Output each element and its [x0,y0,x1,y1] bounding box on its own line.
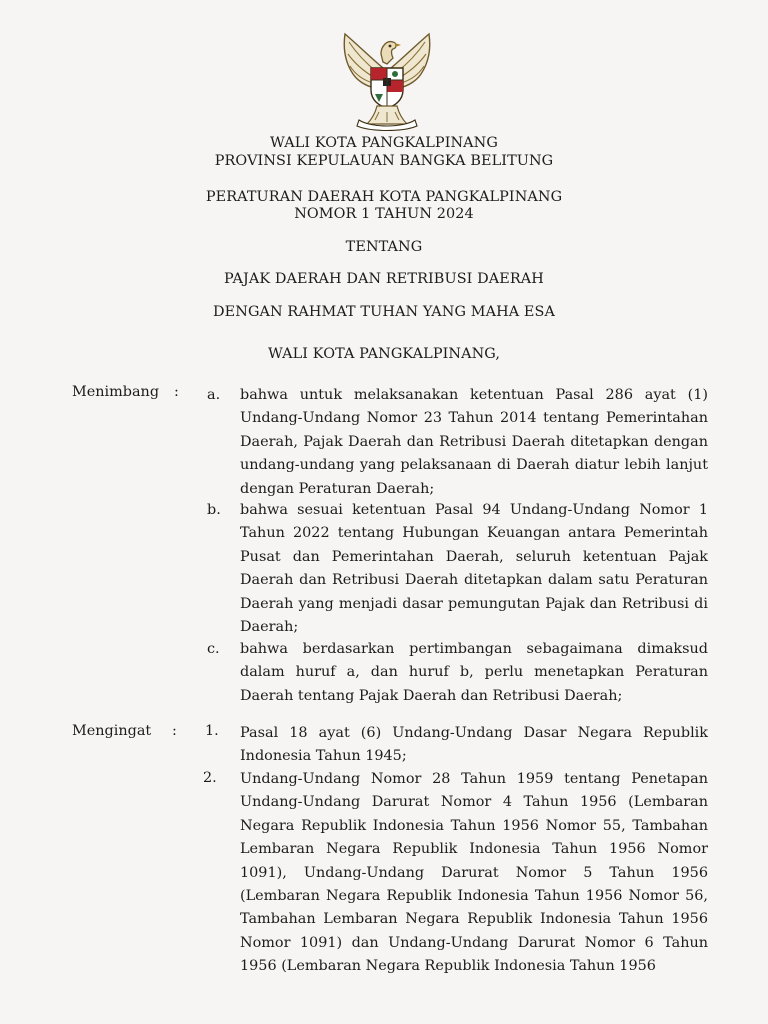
regulation-subject: PAJAK DAERAH DAN RETRIBUSI DAERAH [224,271,544,287]
menimbang-item-a-marker: a. [207,387,221,403]
mengingat-colon: : [172,723,177,739]
mengingat-item-2-marker: 2. [203,770,217,786]
province-title: PROVINSI KEPULAUAN BANGKA BELITUNG [214,153,554,169]
regulation-number: NOMOR 1 TAHUN 2024 [294,206,474,222]
about-heading: TENTANG [345,239,423,255]
mengingat-item-2-text: Undang-Undang Nomor 28 Tahun 1959 tentang Penetapan Undang-Undang Darurat Nomor 4 Tahun 1956 (Lembaran Negara Republik Indonesia Tahun 1956 Nomor 55, Tambahan Lembaran Negara Republik Indonesia Tahun 1956 Nomor 1091), Undang-Undang Darurat Nomor 5 Tahun 1956 (Lembaran Negara Republik Indonesia Tahun 1956 Nomor 56, Tambahan Lembaran Negara Republik Indonesia Tahun 1956 Nomor 1091) dan Undang-Undang Darurat Nomor 6 Tahun 1956 (Lembaran Negara Republik Indonesia Tahun 1956 [240,771,708,975]
issuer-title: WALI KOTA PANGKALPINANG [270,135,498,151]
menimbang-label: Menimbang [72,384,160,400]
authority-statement: WALI KOTA PANGKALPINANG, [267,346,501,362]
menimbang-item-c-text: bahwa berdasarkan pertimbangan sebagaimana dimaksud dalam huruf a, dan huruf b, perlu menetapkan Peraturan Daerah tentang Pajak Daerah dan Retribusi Daerah; [240,641,708,704]
grace-statement: DENGAN RAHMAT TUHAN YANG MAHA ESA [213,304,555,320]
regulation-title: PERATURAN DAERAH KOTA PANGKALPINANG [205,189,563,205]
menimbang-colon: : [174,384,179,400]
menimbang-item-b-text: bahwa sesuai ketentuan Pasal 94 Undang-Undang Nomor 1 Tahun 2022 tentang Hubungan Keuangan antara Pemerintah Pusat dan Pemerintahan Daerah, seluruh ketentuan Pajak Daerah dan Retribusi Daerah ditetapkan dalam satu Peraturan Daerah yang menjadi dasar pemungutan Pajak dan Retribusi di Daerah; [240,502,708,636]
mengingat-item-1-text: Pasal 18 ayat (6) Undang-Undang Dasar Negara Republik Indonesia Tahun 1945; [240,725,708,765]
garuda-emblem-icon [331,28,443,132]
menimbang-item-c-marker: c. [207,641,220,657]
menimbang-item-a-text: bahwa untuk melaksanakan ketentuan Pasal 286 ayat (1) Undang-Undang Nomor 23 Tahun 2014 tentang Pemerintahan Daerah, Pajak Daerah dan Retribusi Daerah ditetapkan dengan undang-undang yang pelaksanaan di Daerah diatur lebih lanjut dengan Peraturan Daerah; [240,387,708,497]
mengingat-label: Mengingat [72,723,152,739]
menimbang-item-b-marker: b. [207,502,221,518]
mengingat-item-1-marker: 1. [205,723,219,739]
